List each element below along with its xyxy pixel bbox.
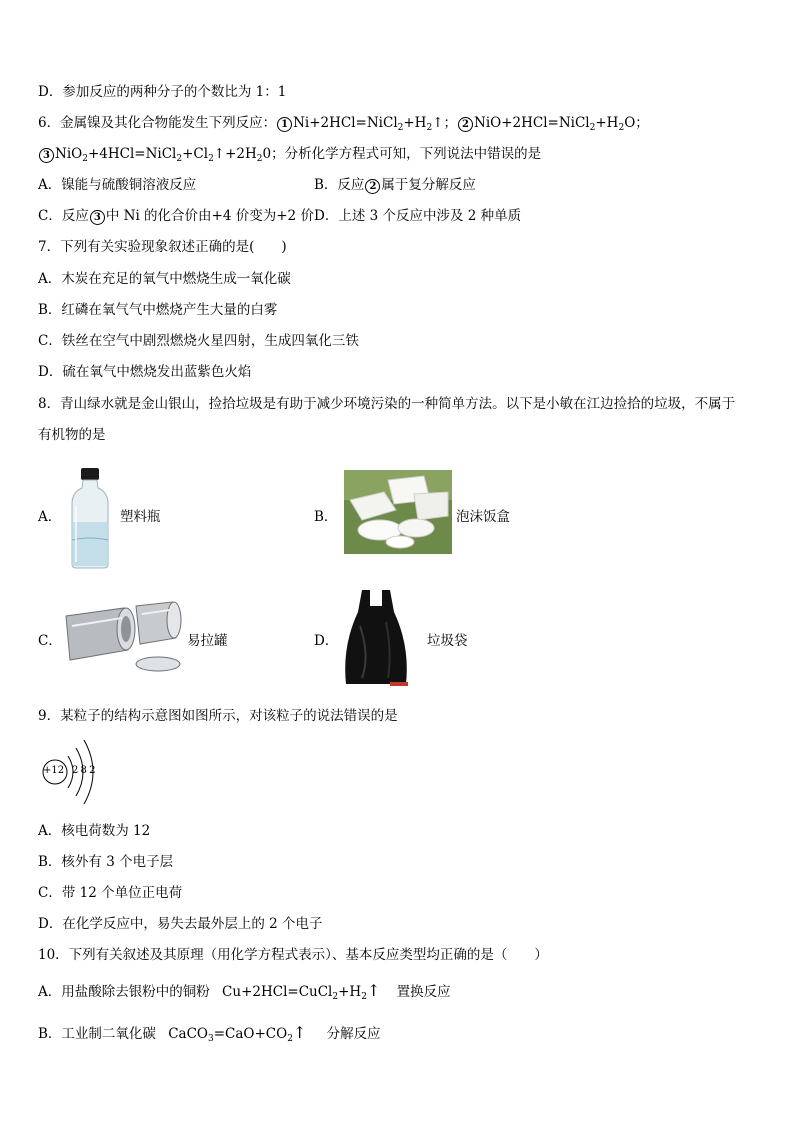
q7-option-c: C．铁丝在空气中剧烈燃烧火星四射，生成四氧化三铁 — [38, 333, 359, 349]
plastic-bottle-image — [62, 462, 118, 572]
q10-b-equation — [168, 1023, 307, 1044]
eq-part: Cu+2HCl=CuCl — [222, 984, 333, 1000]
q6-stem — [38, 114, 649, 137]
q8-option-c-label: 易拉罐 — [187, 633, 228, 649]
q5-option-d: D．参加反应的两种分子的个数比为 1：1 — [38, 84, 287, 100]
sub: 2 — [208, 154, 214, 164]
q6-r1: Ni+2HCl=NiCl — [293, 115, 398, 131]
sub: 2 — [589, 123, 596, 133]
eq-part: CaCO — [168, 1026, 208, 1042]
q9-option-a: A．核电荷数为 12 — [38, 823, 151, 839]
q6-r3-end: ↑+2H — [213, 146, 257, 162]
q6-r3-end2: 0；分析化学方程式可知，下列说法中错误的是 — [262, 146, 542, 162]
sub: 2 — [82, 154, 88, 164]
q9-option-c: C．带 12 个单位正电荷 — [38, 885, 183, 901]
sub: 2 — [426, 123, 433, 133]
q10-option-b — [38, 1024, 381, 1048]
q6-r3: NiO — [55, 146, 83, 162]
foam-box-image — [344, 470, 452, 554]
q7-option-d: D．硫在氧气中燃烧发出蓝紫色火焰 — [38, 364, 252, 380]
q10-a-text: A．用盐酸除去银粉中的铜粉 — [38, 984, 210, 1000]
q6-r2: NiO+2HCl=NiCl — [474, 115, 590, 131]
q6-intro: 6．金属镍及其化合物能发生下列反应： — [38, 115, 277, 131]
q10-option-a — [38, 982, 451, 1006]
q10-b-type: 分解反应 — [326, 1026, 381, 1042]
q8-option-d-letter: D． — [314, 633, 339, 649]
q7-option-a: A．木炭在充足的氧气中燃烧生成一氧化碳 — [38, 271, 291, 287]
q7-stem: 7．下列有关实验现象叙述正确的是( ) — [38, 239, 287, 255]
q10-stem: 10．下列有关叙述及其原理（用化学方程式表示）、基本反应类型均正确的是（ ） — [38, 947, 548, 963]
up-arrow-icon: ↑ — [292, 1023, 307, 1042]
q9-option-d: D．在化学反应中，易失去最外层上的 2 个电子 — [38, 916, 323, 932]
circled-3-icon: 3 — [39, 148, 54, 163]
atom-shell-electrons: 2 8 2 — [72, 765, 95, 776]
eq-part: =CaO+CO — [213, 1026, 288, 1042]
q10-b-text: B．工业制二氧化碳 — [38, 1026, 156, 1042]
q8-stem-1: 8．青山绿水就是金山银山，捡拾垃圾是有助于减少环境污染的一种简单方法。以下是小敏在江边捡拾的垃圾，不属于 — [38, 396, 736, 412]
q8-option-a-letter: A． — [38, 509, 62, 525]
circled-1-icon: 1 — [277, 117, 292, 132]
q9-stem: 9．某粒子的结构示意图如图所示，对该粒子的说法错误的是 — [38, 708, 398, 724]
circled-3-icon: 3 — [90, 210, 105, 225]
sub: 3 — [208, 1034, 214, 1044]
garbage-bag-image — [340, 586, 412, 690]
q8-option-a-label: 塑料瓶 — [120, 509, 161, 525]
q6-r1-end: ↑； — [432, 115, 458, 131]
q8-option-d-label: 垃圾袋 — [427, 633, 468, 649]
atom-structure-diagram — [38, 734, 108, 810]
q8-option-b-letter: B． — [314, 509, 338, 525]
q6-r1-tail: +H — [403, 115, 427, 131]
q10-a-type: 置换反应 — [396, 984, 451, 1000]
q6-b-tail: 属于复分解反应 — [381, 177, 476, 193]
q6-option-c — [38, 207, 314, 225]
sub: 2 — [332, 992, 339, 1002]
cans-image — [62, 598, 184, 680]
circled-2-icon: 2 — [365, 179, 380, 194]
q8-option-b-label: 泡沫饭盒 — [456, 509, 510, 525]
up-arrow-icon: ↑ — [366, 981, 381, 1000]
q6-option-a: A．镍能与硫酸铜溶液反应 — [38, 177, 197, 193]
eq-part: +H — [338, 984, 362, 1000]
q6-option-d: D．上述 3 个反应中涉及 2 种单质 — [314, 208, 522, 224]
q7-option-b: B．红磷在氧气气中燃烧产生大量的白雾 — [38, 302, 278, 318]
circled-2-icon: 2 — [458, 117, 473, 132]
sub: 2 — [287, 1034, 293, 1044]
q6-stem-2 — [38, 145, 541, 168]
sub: 2 — [397, 123, 404, 133]
q6-c-tail: 中 Ni 的化合价由+4 价变为+2 价 — [105, 208, 314, 224]
q9-option-b: B．核外有 3 个电子层 — [38, 854, 174, 870]
sub: 2 — [256, 154, 263, 164]
sub: 2 — [361, 992, 367, 1002]
q6-r3-mid: +4HCl=NiCl — [87, 146, 177, 162]
q8-option-c-letter: C． — [38, 633, 62, 649]
q6-c-lead: C．反应 — [38, 208, 89, 224]
q6-r2-tail: +H — [595, 115, 619, 131]
q6-b-lead: B．反应 — [314, 177, 365, 193]
atom-nucleus-label: +12 — [43, 765, 65, 776]
q6-r2-end: O； — [624, 115, 649, 131]
q10-a-equation — [222, 981, 381, 1002]
sub: 2 — [618, 123, 625, 133]
q8-stem-2: 有机物的是 — [38, 427, 106, 443]
sub: 2 — [176, 154, 183, 164]
q6-option-b — [314, 176, 476, 194]
q6-r3-mid2: +Cl — [182, 146, 209, 162]
